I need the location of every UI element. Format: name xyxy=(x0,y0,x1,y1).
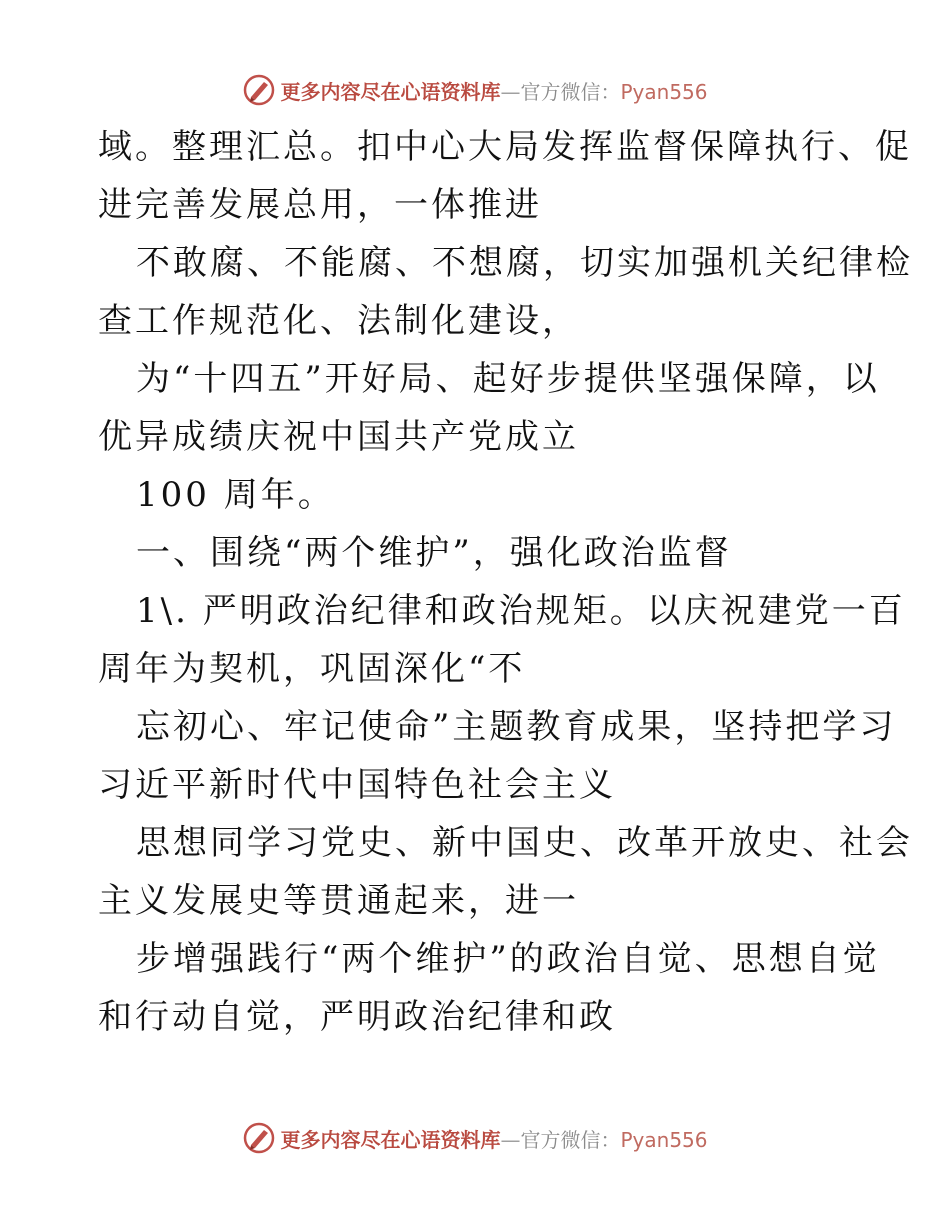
watermark-label: 官方微信： xyxy=(520,79,621,104)
text-line: 不敢腐、不能腐、不想腐，切实加强机关纪律检 xyxy=(136,243,913,283)
text-line: 为“十四五”开好局、起好步提供坚强保障，以 xyxy=(136,359,880,399)
text-line: 100 周年。 xyxy=(136,475,335,515)
text-line: 周年为契机，巩固深化“不 xyxy=(98,649,526,689)
text-line: 域。整理汇总。扣中心大局发挥监督保障执行、促 xyxy=(98,127,912,167)
watermark-id: Pyan556 xyxy=(620,1127,708,1152)
text-line: 习近平新时代中国特色社会主义 xyxy=(98,765,616,805)
watermark-separator: — xyxy=(500,79,521,104)
watermark-text xyxy=(280,76,707,105)
watermark-brand: 更多内容尽在心语资料库 xyxy=(280,79,501,104)
watermark-label: 官方微信： xyxy=(520,1127,621,1152)
footer-watermark xyxy=(0,1118,950,1158)
text-line: 步增强践行“两个维护”的政治自觉、思想自觉 xyxy=(136,939,880,979)
document-body xyxy=(98,118,913,1046)
text-line: 忘初心、牢记使命”主题教育成果，坚持把学习 xyxy=(136,707,897,747)
pen-logo-icon xyxy=(242,73,276,107)
text-line: 主义发展史等贯通起来，进一 xyxy=(98,881,579,921)
text-line: 进完善发展总用，一体推进 xyxy=(98,185,542,225)
text-line: 和行动自觉，严明政治纪律和政 xyxy=(98,997,616,1037)
pen-logo-icon xyxy=(242,1121,276,1155)
header-watermark xyxy=(0,70,950,110)
watermark-id: Pyan556 xyxy=(620,79,708,104)
text-line: 思想同学习党史、新中国史、改革开放史、社会 xyxy=(136,823,913,863)
text-line: 查工作规范化、法制化建设， xyxy=(98,301,579,341)
watermark-brand: 更多内容尽在心语资料库 xyxy=(280,1127,501,1152)
text-line: 1\. 严明政治纪律和政治规矩。以庆祝建党一百 xyxy=(136,591,906,631)
text-line: 优异成绩庆祝中国共产党成立 xyxy=(98,417,579,457)
text-line: 一、围绕“两个维护”，强化政治监督 xyxy=(136,533,732,573)
watermark-separator: — xyxy=(500,1127,521,1152)
watermark-text xyxy=(280,1124,707,1153)
